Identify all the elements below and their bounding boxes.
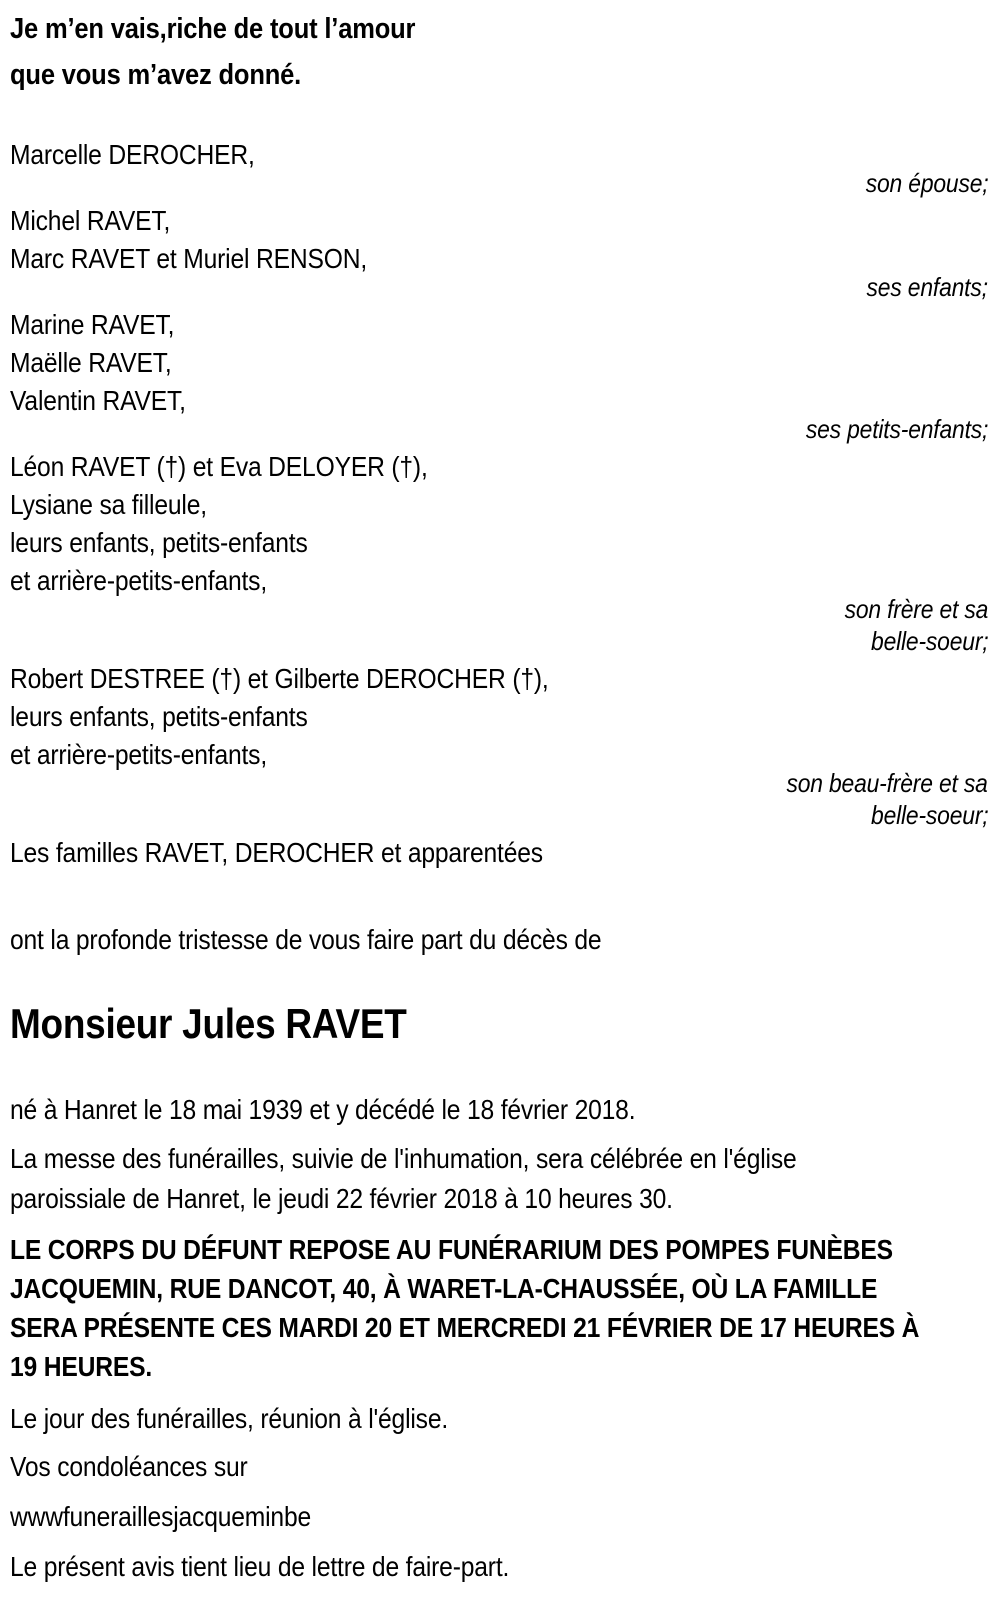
family-entry-brother-in-law <box>10 660 988 828</box>
relation-text: belle-soeur; <box>870 626 988 656</box>
family-name: Marine RAVET, <box>10 309 175 340</box>
epigraph-line-1 <box>10 6 988 52</box>
family-name-line <box>10 344 988 382</box>
family-name-line <box>10 562 988 600</box>
family-name-line <box>10 202 988 240</box>
relation-text: son épouse; <box>865 168 988 198</box>
announcement-text: ont la profonde tristesse de vous faire part du décès de <box>10 924 602 955</box>
family-name: leurs enfants, petits-enfants <box>10 701 308 732</box>
family-name: leurs enfants, petits-enfants <box>10 527 308 558</box>
repose-paragraph <box>10 1230 988 1386</box>
condolences-text: Vos condoléances sur <box>10 1451 248 1482</box>
relation-text: belle-soeur; <box>870 800 988 830</box>
relation-label <box>10 628 988 654</box>
ceremony-text-1: La messe des funérailles, suivie de l'inhumation, sera célébrée en l'église <box>10 1143 797 1174</box>
ceremony-text-2: paroissiale de Hanret, le jeudi 22 février 2018 à 10 heures 30. <box>10 1183 673 1214</box>
relation-text: ses petits-enfants; <box>805 414 988 444</box>
family-entry-spouse <box>10 136 988 196</box>
epigraph <box>10 6 988 98</box>
epigraph-text-2: que vous m’avez donné. <box>10 59 302 91</box>
repose-text-3: SERA PRÉSENTE CES MARDI 20 ET MERCREDI 21 FÉVRIER DE 17 HEURES À <box>10 1312 920 1343</box>
family-name-line <box>10 486 988 524</box>
relation-label <box>10 802 988 828</box>
meeting-line <box>10 1399 988 1439</box>
family-name: Marcelle DEROCHER, <box>10 139 255 170</box>
relation-text: son beau-frère et sa <box>786 768 988 798</box>
ceremony-line-1 <box>10 1139 988 1179</box>
family-name: Les familles RAVET, DEROCHER et apparentées <box>10 837 543 868</box>
family-entry-grandchildren <box>10 306 988 442</box>
ceremony-paragraph <box>10 1139 988 1219</box>
repose-line-2 <box>10 1269 988 1308</box>
family-list <box>10 136 988 872</box>
family-name: Robert DESTREE (†) et Gilberte DEROCHER (†), <box>10 663 549 694</box>
ceremony-line-2 <box>10 1179 988 1219</box>
epigraph-line-2 <box>10 52 988 98</box>
family-name-line <box>10 698 988 736</box>
repose-line-4 <box>10 1347 988 1386</box>
family-name: Valentin RAVET, <box>10 385 186 416</box>
family-entry-brother <box>10 448 988 654</box>
family-name: Léon RAVET (†) et Eva DELOYER (†), <box>10 451 428 482</box>
family-entry-children <box>10 202 988 300</box>
family-name: Michel RAVET, <box>10 205 171 236</box>
family-name: Marc RAVET et Muriel RENSON, <box>10 243 367 274</box>
repose-text-4: 19 HEURES. <box>10 1351 153 1382</box>
condolences-website <box>10 1497 988 1537</box>
family-name-line <box>10 834 988 872</box>
closing-text: Le présent avis tient lieu de lettre de faire-part. <box>10 1551 510 1582</box>
closing-line <box>10 1547 988 1587</box>
deceased-name-text: Monsieur Jules RAVET <box>10 1000 407 1047</box>
birth-death-line <box>10 1090 988 1130</box>
condolences-label <box>10 1447 988 1487</box>
repose-text-1: LE CORPS DU DÉFUNT REPOSE AU FUNÉRARIUM DES POMPES FUNÈBES <box>10 1234 893 1265</box>
family-name-line <box>10 524 988 562</box>
relation-text: son frère et sa <box>844 594 988 624</box>
repose-line-1 <box>10 1230 988 1269</box>
deceased-name-heading <box>10 998 988 1050</box>
family-name: et arrière-petits-enfants, <box>10 565 268 596</box>
repose-text-2: JACQUEMIN, RUE DANCOT, 40, À WARET-LA-CHAUSSÉE, OÙ LA FAMILLE <box>10 1273 878 1304</box>
family-name: Maëlle RAVET, <box>10 347 172 378</box>
announcement-sentence <box>10 920 988 960</box>
family-name: et arrière-petits-enfants, <box>10 739 268 770</box>
family-name-line <box>10 448 988 486</box>
birth-death-text: né à Hanret le 18 mai 1939 et y décédé le 18 février 2018. <box>10 1094 636 1125</box>
epigraph-text-1: Je m’en vais,riche de tout l’amour <box>10 13 416 45</box>
meeting-text: Le jour des funérailles, réunion à l'église. <box>10 1403 449 1434</box>
family-name-line <box>10 136 988 174</box>
family-name-line <box>10 306 988 344</box>
repose-line-3 <box>10 1308 988 1347</box>
website-text: wwwfuneraillesjacqueminbe <box>10 1501 312 1532</box>
family-name-line <box>10 240 988 278</box>
relation-text: ses enfants; <box>866 272 988 302</box>
family-entry-related-families <box>10 834 988 872</box>
family-name-line <box>10 660 988 698</box>
family-name: Lysiane sa filleule, <box>10 489 207 520</box>
